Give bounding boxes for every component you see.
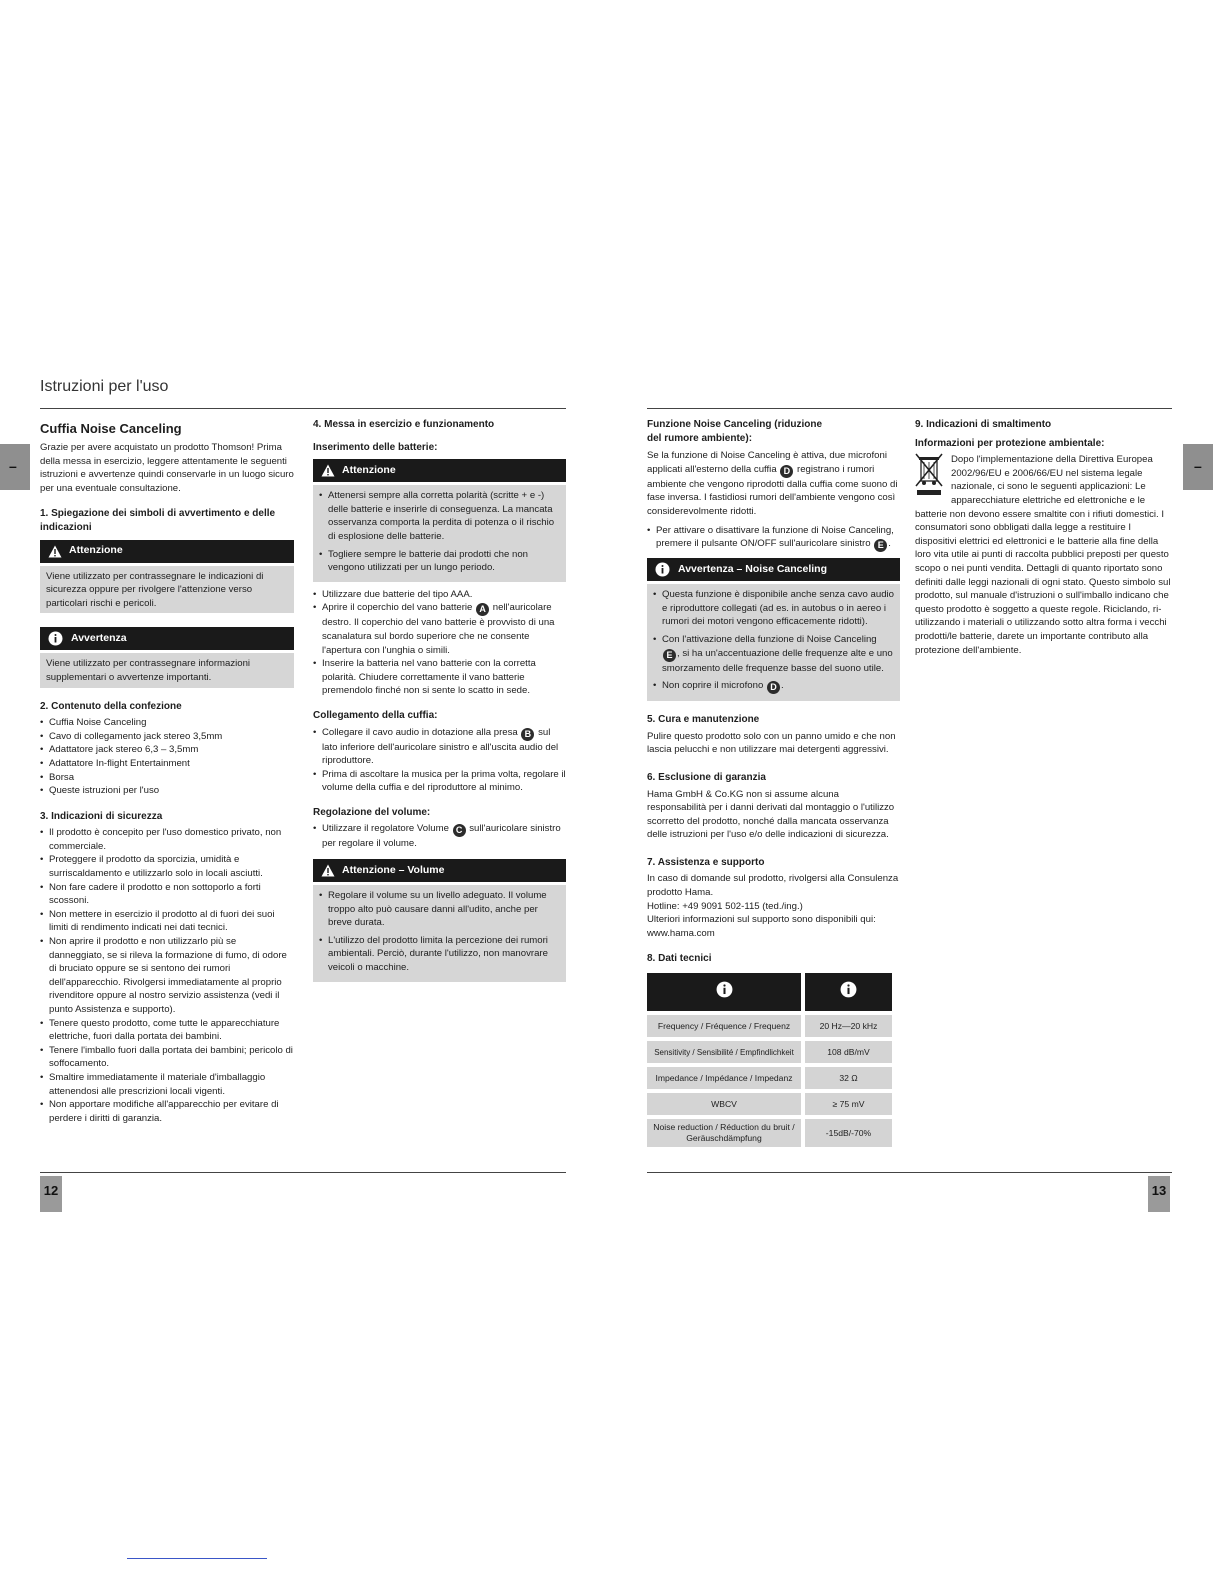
spec-value: ≥ 75 mV [805,1093,892,1115]
section-2-title: 2. Contenuto della confezione [40,700,182,712]
info-icon [716,981,733,998]
safety-list [40,826,294,1125]
page-number-right: 13 [1148,1176,1170,1212]
section-4-title: 4. Messa in esercizio e funzionamento [313,419,495,430]
avvertenza-nc-box [647,558,900,701]
volume-title: Regolazione del volume: [313,806,431,818]
weee-bin-icon [915,453,943,497]
avvertenza-header [40,627,294,650]
avvertenza-nc-body [647,584,900,701]
bottom-rule-right [647,1172,1172,1173]
marker-a-icon: A [476,603,489,616]
section-6-title: 6. Esclusione di garanzia [647,771,766,783]
package-contents-list [40,716,294,798]
battery-attenzione-body [313,485,566,582]
section-5-title: 5. Cura e manutenzione [647,714,760,726]
section-7-text: In caso di domande sul prodotto, rivolgersi alla Consulenza prodotto Hama. [647,873,899,899]
list-item: • Cuffia Noise Canceling [40,716,294,730]
spec-value: 20 Hz—20 kHz [805,1015,892,1037]
volume-attenzione-label: Attenzione – Volume [342,863,445,876]
column-3 [647,418,900,1151]
list-item: • Non apportare modifiche all'apparecchio per evitare di perdere i diritti di garanzia. [40,1098,294,1125]
environment-text: Dopo l'implementazione della Direttiva Europea 2002/96/EU e 2006/66/EU nel sistema legale nazionale, ci sono le seguenti applicazioni: Le apparecchiature elettriche ed elettroniche e le batterie non devono essere smaltite con i rifiuti domestici. I consumatori sono obbligati dalla legge a restituire I dispositivi elettrici ed elettronici e le batterie alla fine della loro vita utile ai punti di raccolta pubblici preposti per questo scopo o nei punti vendita. Dettagli di quanto riportato sono definiti dalle leggi nazionali di ogni stato. Questo simbolo sul prodotto, sul manuale d'istruzioni o sull'imballo indicano che questo prodotto è soggetto a queste regole. Riciclando, ri-utilizzando i materiali o utilizzando sotto altra forma i vecchi prodotti/le batterie, darete un importante contributo alla protezione dell'ambiente. [915,454,1171,656]
list-item: • L'utilizzo del prodotto limita la percezione dei rumori ambientali. Perciò, durante l'utilizzo, non manovrare veicoli o macchine. [319,934,560,975]
spec-label: Frequency / Fréquence / Frequenz [647,1015,801,1037]
list-item: • Togliere sempre le batterie dai prodotti che non vengono utilizzati per un lungo periodo. [319,548,560,575]
warning-triangle-icon [321,864,335,877]
avvertenza-text: Viene utilizzato per contrassegnare informazioni supplementari o avvertenze importanti. [46,658,251,683]
noise-canceling-title: Funzione Noise Canceling (riduzione del rumore ambiente): [647,419,823,444]
column-4 [915,418,1171,657]
column-1 [40,420,294,1125]
spec-label: Impedance / Impédance / Impedanz [647,1067,801,1089]
specs-table [643,969,896,1151]
list-item: • Utilizzare il regolatore Volume C sull'auricolare sinistro per regolare il volume. [313,822,566,851]
product-title: Cuffia Noise Canceling [40,421,182,436]
battery-attenzione-box [313,459,566,582]
attenzione-body [40,566,294,614]
environment-title: Informazioni per protezione ambientale: [915,437,1105,449]
volume-attenzione-box [313,859,566,982]
list-item: • Collegare il cavo audio in dotazione alla presa B sul lato inferiore dell'auricolare sinistro e all'uscita audio del riproduttore. [313,726,566,768]
info-icon [655,562,670,577]
list-item: • Utilizzare due batterie del tipo AAA. [313,588,566,602]
battery-attenzione-header [313,459,566,482]
attenzione-header [40,540,294,563]
list-item: • Con l'attivazione della funzione di Noise Canceling E , si ha un'accentuazione delle frequenze alte e uno smorzamento delle frequenze basse del suono utile. [653,633,894,675]
connection-title: Collegamento della cuffia: [313,709,438,721]
spec-label: Noise reduction / Réduction du bruit / Geräuschdämpfung [647,1119,801,1147]
batteries-title: Inserimento delle batterie: [313,441,438,453]
list-item: • Il prodotto è concepito per l'uso domestico privato, non commerciale. [40,826,294,853]
warning-triangle-icon [48,545,62,558]
top-rule-left [40,408,566,409]
section-8-title: 8. Dati tecnici [647,953,712,965]
list-item: • Inserire la batteria nel vano batterie con la corretta polarità. Chiudere correttamente il vano batterie premendolo finché non si sente lo scatto in sede. [313,657,566,698]
top-rule-right [647,408,1172,409]
list-item: • Non mettere in esercizio il prodotto al di fuori dei suoi limiti di rendimento indicati nei dati tecnici. [40,908,294,935]
noise-canceling-text: Se la funzione di Noise Canceling è attiva, due microfoni applicati all'esterno della cuffia D registrano i rumori ambiente che vengono riprodotti dalla cuffia come suono di fase inversa. I fastidiosi rumori dell'ambiente vengono così considerevolmente ridotti. [647,450,898,517]
noise-canceling-list [647,524,900,553]
list-item: • Adattatore In-flight Entertainment [40,757,294,771]
specs-header-cell [805,973,892,1011]
attenzione-label: Attenzione [69,544,123,557]
list-item: • Smaltire immediatamente il materiale d'imballaggio attenendosi alle prescrizioni locali vigenti. [40,1071,294,1098]
list-item: • Regolare il volume su un livello adeguato. Il volume troppo alto può causare danni all'udito, anche per breve durata. [319,889,560,930]
page-header-title: Istruzioni per l'uso [40,378,169,395]
section-9-title: 9. Indicazioni di smaltimento [915,419,1052,430]
list-item: • Attenersi sempre alla corretta polarità (scritte + e -) delle batterie e inserirle di conseguenza. La mancata osservanza comporta la perdita di potenza o il rischio di esplosione delle batterie. [319,489,560,543]
spec-label: Sensitivity / Sensibilité / Empfindlichkeit [647,1041,801,1063]
footnote-rule [127,1558,267,1559]
volume-list [313,822,566,851]
battery-steps-list [313,588,566,698]
spec-label: WBCV [647,1093,801,1115]
list-item: • Prima di ascoltare la musica per la prima volta, regolare il volume della cuffia e del riproduttore al minimo. [313,768,566,795]
column-2 [313,418,566,982]
attenzione-box [40,540,294,614]
marker-c-icon: C [453,824,466,837]
info-icon [48,631,63,646]
environment-block [915,453,1171,657]
volume-attenzione-body [313,885,566,982]
bottom-rule-left [40,1172,566,1173]
table-row [647,1119,892,1147]
avvertenza-label: Avvertenza [71,632,127,645]
spec-value: 108 dB/mV [805,1041,892,1063]
list-item: • Queste istruzioni per l'uso [40,784,294,798]
battery-attenzione-label: Attenzione [342,463,396,476]
section-6-text: Hama GmbH & Co.KG non si assume alcuna responsabilità per i danni derivati dal montaggio o l'utilizzo scorretto del prodotto, nonché dalla mancata osservanza delle istruzioni per l'uso e/o delle indicazioni di sicurezza. [647,788,895,841]
connection-list [313,726,566,795]
list-item: • Per attivare o disattivare la funzione di Noise Canceling, premere il pulsante ON/OFF sull'auricolare sinistro E . [647,524,900,553]
right-side-tab-mark: – [1194,458,1202,474]
attenzione-text: Viene utilizzato per contrassegnare le indicazioni di sicurezza oppure per rivolgere l'attenzione verso particolari rischi e pericoli. [46,570,264,609]
table-row [647,1067,892,1089]
avvertenza-nc-label: Avvertenza – Noise Canceling [678,562,827,575]
avvertenza-body [40,653,294,687]
spec-value: 32 Ω [805,1067,892,1089]
warning-triangle-icon [321,464,335,477]
hotline-text: Hotline: +49 9091 502-115 (ted./ing.) [647,900,803,912]
intro-text: Grazie per avere acquistato un prodotto Thomson! Prima della messa in esercizio, leggere attentamente le seguenti istruzioni e avvertenze quindi conservarle in un luogo sicuro per una eventuale consultazione. [40,442,294,494]
spec-value: -15dB/-70% [805,1119,892,1147]
left-side-tab [0,444,30,490]
marker-e-icon: E [874,539,887,552]
info-icon [840,981,857,998]
section-3-title: 3. Indicazioni di sicurezza [40,810,163,822]
marker-d-icon: D [767,681,780,694]
section-1-title: 1. Spiegazione dei simboli di avvertimento e delle indicazioni [40,508,276,533]
support-text: Ulteriori informazioni sul supporto sono disponibili qui: [647,914,876,926]
page-number-left: 12 [40,1176,62,1212]
list-item: • Questa funzione è disponibile anche senza cavo audio e riproduttore collegati (ad es. in autobus o in aereo i rumori dei motori vengono efficacemente ridotti). [653,588,894,629]
specs-header-cell [647,973,801,1011]
support-link[interactable]: www.hama.com [647,927,715,939]
avvertenza-nc-header [647,558,900,581]
list-item: • Borsa [40,771,294,785]
section-7-title: 7. Assistenza e supporto [647,856,765,868]
specs-header-row [647,973,892,1011]
list-item: • Tenere questo prodotto, come tutte le apparecchiature elettriche, fuori dalla portata dei bambini. [40,1017,294,1044]
list-item: • Non fare cadere il prodotto e non sottoporlo a forti scossoni. [40,881,294,908]
list-item: • Adattatore jack stereo 6,3 – 3,5mm [40,743,294,757]
left-side-tab-mark: – [9,458,17,474]
avvertenza-box [40,627,294,687]
list-item: • Non aprire il prodotto e non utilizzarlo più se danneggiato, se si rileva la formazione di fumo, di odore di bruciato oppure se si sentono dei rumori dell'apparecchio. Rivolgersi immediatamente al proprio rivenditore oppure al nostro servizio assistenza (vedi il punto Assistenza e supporto). [40,935,294,1017]
list-item: • Tenere l'imballo fuori dalla portata dei bambini; pericolo di soffocamento. [40,1044,294,1071]
list-item: • Aprire il coperchio del vano batterie A nell'auricolare destro. Il coperchio del vano batterie è provvisto di una scanalatura sul bordo superiore che ne consente l'apertura con l'unghia o simili. [313,601,566,657]
section-5-text: Pulire questo prodotto solo con un panno umido e che non lascia pelucchi e non utilizzare mai detergenti aggressivi. [647,730,896,756]
list-item: • Non coprire il microfono D . [653,679,894,694]
right-side-tab [1183,444,1213,490]
marker-b-icon: B [521,728,534,741]
marker-d-icon: D [780,465,793,478]
list-item: • Proteggere il prodotto da sporcizia, umidità e surriscaldamento e utilizzarlo solo in locali asciutti. [40,853,294,880]
list-item: • Cavo di collegamento jack stereo 3,5mm [40,730,294,744]
volume-attenzione-header [313,859,566,882]
table-row [647,1041,892,1063]
marker-e-icon: E [663,649,676,662]
table-row [647,1093,892,1115]
table-row [647,1015,892,1037]
